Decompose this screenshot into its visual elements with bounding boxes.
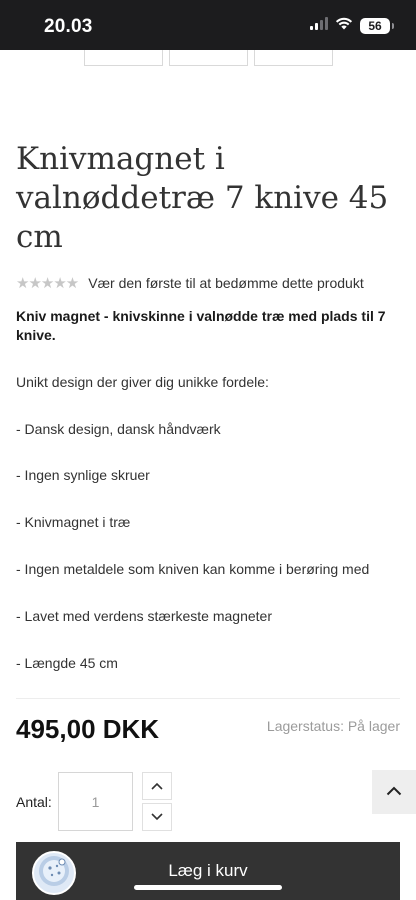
description-paragraph: - Ingen synlige skruer xyxy=(16,467,150,483)
description-paragraph: - Lavet med verdens stærkeste magneter xyxy=(16,608,273,624)
first-review-link[interactable]: Vær den første til at bedømme dette produkt xyxy=(88,275,364,291)
thumbnail[interactable] xyxy=(254,50,333,66)
quantity-increase-button[interactable] xyxy=(142,772,172,800)
rating-stars-icon: ★★★★★ xyxy=(16,275,79,292)
scroll-to-top-button[interactable] xyxy=(372,770,416,814)
product-rating xyxy=(16,274,364,292)
wifi-icon xyxy=(335,17,353,35)
add-to-cart-button[interactable]: Læg i kurv xyxy=(16,842,400,900)
status-bar xyxy=(0,0,416,50)
product-price: 495,00 DKK xyxy=(16,714,160,744)
description-paragraph: - Ingen metaldele som kniven kan komme i berøring med xyxy=(16,561,370,577)
status-time: 20.03 xyxy=(44,16,93,37)
product-title: Knivmagnet i valnøddetræ 7 knive 45 cm xyxy=(16,141,389,255)
status-icons xyxy=(310,17,390,35)
stock-status: Lagerstatus: På lager xyxy=(266,718,400,734)
description-paragraph: - Dansk design, dansk håndværk xyxy=(16,421,221,437)
description-paragraph: Unikt design der giver dig unikke fordele: xyxy=(16,374,269,390)
cellular-signal-icon xyxy=(310,17,328,35)
thumbnail[interactable] xyxy=(169,50,248,66)
chevron-down-icon xyxy=(151,808,163,826)
quantity-label: Antal: xyxy=(16,794,52,810)
thumbnail[interactable] xyxy=(84,50,163,66)
description-paragraph: - Længde 45 cm xyxy=(16,655,118,671)
divider xyxy=(16,698,400,699)
chat-widget-button[interactable] xyxy=(32,851,76,895)
quantity-decrease-button[interactable] xyxy=(142,803,172,831)
chevron-up-icon xyxy=(151,777,163,795)
chevron-up-icon xyxy=(386,783,402,801)
quantity-input[interactable] xyxy=(58,772,133,831)
description-paragraph: - Knivmagnet i træ xyxy=(16,514,131,530)
description-lead: Kniv magnet - knivskinne i valnødde træ med plads til 7 knive. xyxy=(16,308,386,343)
chat-avatar-icon xyxy=(37,854,71,893)
image-thumbnails xyxy=(84,50,333,66)
battery-icon: 56 xyxy=(360,18,390,34)
home-indicator xyxy=(134,885,282,890)
product-description xyxy=(16,307,404,671)
